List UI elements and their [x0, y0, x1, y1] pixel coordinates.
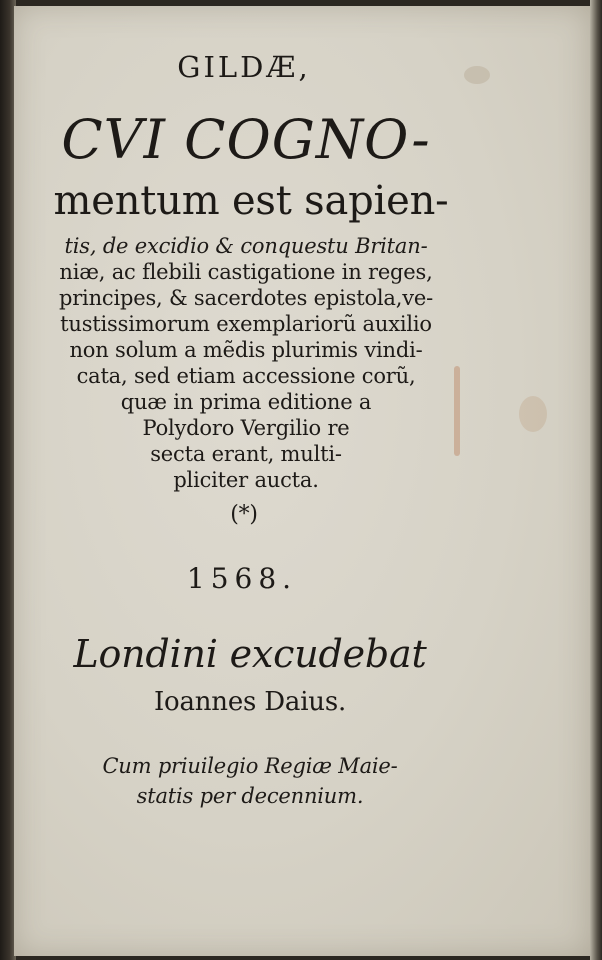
body-line: cata, sed etiam accessione corũ, — [76, 364, 416, 388]
title-line-cognomen: CVI COGNO- — [61, 108, 431, 171]
body-line: quæ in prima editione a — [120, 390, 372, 414]
privilege-line: Cum priuilegio Regiæ Maie- — [102, 754, 398, 778]
body-line: tis, de excidio & conquestu Britan- — [64, 234, 428, 258]
body-line: Polydoro Vergilio re — [142, 416, 350, 440]
body-line: niæ, ac flebili castigatione in reges, — [59, 260, 433, 284]
author-name: GILDÆ, — [177, 50, 311, 84]
imprint-printer: Ioannes Daius. — [153, 687, 347, 717]
paper-stain — [464, 66, 490, 84]
page-edge — [590, 0, 602, 960]
imprint-city: Londini excudebat — [73, 632, 427, 676]
paper-stain — [519, 396, 547, 432]
body-line: pliciter aucta. — [173, 468, 319, 492]
title-line-subtitle: mentum est sapien- — [53, 178, 449, 224]
body-line: secta erant, multi- — [150, 442, 342, 466]
publication-year: 1568. — [186, 562, 298, 595]
ornament-mark: (*) — [230, 502, 258, 527]
body-line: principes, & sacerdotes epistola,ve- — [58, 286, 434, 310]
paper-leaf — [14, 6, 590, 956]
body-line: tustissimorum exemplariorũ auxilio — [60, 312, 432, 336]
privilege-line: statis per decennium. — [136, 784, 364, 808]
body-line: non solum a mẽdis plurimis vindi- — [69, 338, 423, 362]
